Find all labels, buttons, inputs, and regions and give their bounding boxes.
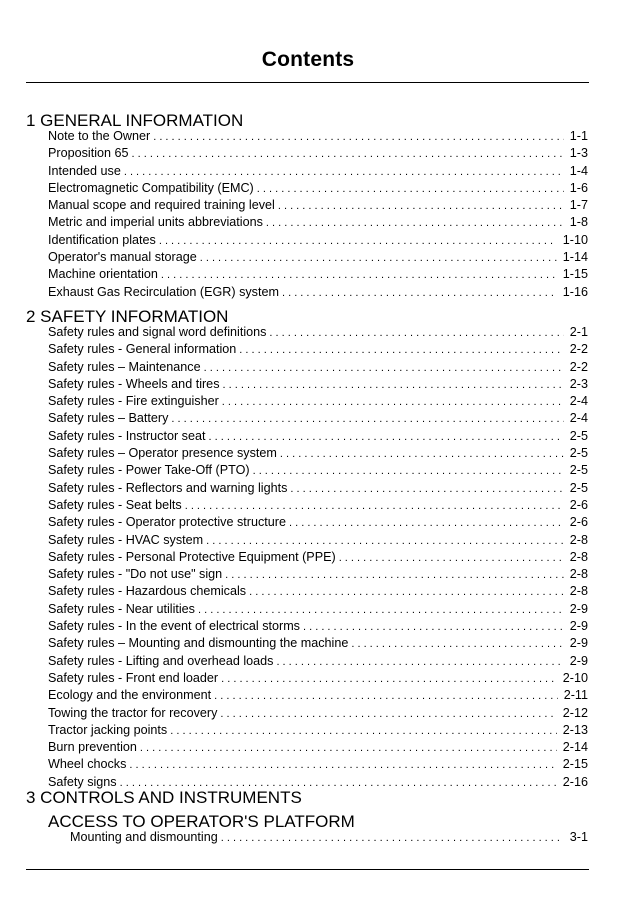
toc-entry-page-number: 1-1	[569, 129, 588, 143]
section-heading-controls-and-instruments: 3 CONTROLS AND INSTRUMENTS	[26, 788, 302, 807]
page-title: Contents	[261, 48, 355, 71]
dot-leader	[206, 533, 564, 549]
toc-list-general-information	[48, 128, 588, 301]
toc-entry[interactable]	[48, 197, 588, 214]
dot-leader	[161, 267, 557, 283]
dot-leader	[198, 602, 564, 618]
dot-leader	[214, 688, 558, 704]
dot-leader	[222, 394, 564, 410]
toc-entry-page-number: 2-5	[569, 446, 588, 461]
toc-entry-page-number: 2-14	[562, 740, 588, 755]
toc-entry-label: Safety rules - Seat belts	[48, 497, 182, 512]
toc-entry-page-number: 2-9	[569, 601, 588, 616]
toc-entry[interactable]	[48, 128, 588, 145]
toc-entry-page-number: 2-9	[569, 653, 588, 668]
dot-leader	[223, 377, 564, 393]
toc-entry-label: Identification plates	[48, 232, 156, 247]
dot-leader	[124, 164, 564, 180]
toc-entry[interactable]	[48, 324, 588, 341]
toc-entry[interactable]	[48, 359, 588, 376]
dot-leader	[351, 636, 563, 652]
toc-entry[interactable]	[70, 829, 588, 846]
toc-entry-label: Operator's manual storage	[48, 250, 197, 265]
toc-entry-page-number: 1-3	[569, 146, 588, 161]
dot-leader	[221, 671, 557, 687]
toc-entry-page-number: 2-9	[569, 636, 588, 651]
toc-entry-label: Safety rules - In the event of electrical storms	[48, 619, 300, 634]
toc-entry-page-number: 2-16	[562, 774, 588, 789]
toc-entry[interactable]	[48, 376, 588, 393]
toc-entry-page-number: 2-6	[569, 515, 588, 530]
toc-entry-label: Safety rules - "Do not use" sign	[48, 567, 223, 582]
toc-entry-label: Wheel chocks	[48, 757, 127, 772]
toc-entry[interactable]	[48, 445, 588, 462]
toc-entry-page-number: 1-6	[569, 180, 588, 195]
toc-entry-label: Towing the tractor for recovery	[48, 705, 218, 720]
toc-entry[interactable]	[48, 249, 588, 266]
toc-entry[interactable]	[48, 687, 588, 704]
dot-leader	[208, 429, 563, 445]
toc-entry-label: Safety rules - General information	[48, 342, 237, 357]
toc-entry[interactable]	[48, 480, 588, 497]
toc-entry-label: Safety rules – Maintenance	[48, 359, 201, 374]
toc-entry-label: Safety rules - Near utilities	[48, 601, 195, 616]
toc-entry[interactable]	[48, 549, 588, 566]
toc-entry[interactable]	[48, 722, 588, 739]
toc-entry[interactable]	[48, 266, 588, 283]
toc-entry-label: Tractor jacking points	[48, 722, 168, 737]
dot-leader	[140, 740, 557, 756]
dot-leader	[153, 129, 564, 145]
dot-leader	[225, 567, 564, 583]
toc-entry-label: Mounting and dismounting	[70, 830, 218, 844]
dot-leader	[185, 498, 564, 514]
toc-entry-page-number: 2-8	[569, 584, 588, 599]
dot-leader	[257, 181, 564, 197]
toc-entry-page-number: 2-12	[562, 705, 588, 720]
toc-entry[interactable]	[48, 618, 588, 635]
toc-entry-label: Safety rules - Front end loader	[48, 670, 219, 685]
toc-entry-label: Safety rules – Battery	[48, 411, 169, 426]
toc-entry-page-number: 1-4	[569, 163, 588, 178]
toc-entry[interactable]	[48, 214, 588, 231]
toc-entry-page-number: 2-6	[569, 497, 588, 512]
toc-entry-label: Safety rules - Reflectors and warning lights	[48, 480, 288, 495]
dot-leader	[269, 325, 563, 341]
toc-entry-page-number: 2-5	[569, 463, 588, 478]
toc-entry[interactable]	[48, 163, 588, 180]
toc-entry-page-number: 1-14	[562, 250, 588, 265]
toc-entry[interactable]	[48, 566, 588, 583]
toc-entry-label: Safety rules – Operator presence system	[48, 446, 277, 461]
toc-entry[interactable]	[48, 635, 588, 652]
toc-entry-label: Note to the Owner	[48, 129, 151, 143]
toc-entry-page-number: 2-5	[569, 428, 588, 443]
dot-leader	[278, 198, 564, 214]
dot-leader	[289, 515, 564, 531]
toc-entry[interactable]	[48, 532, 588, 549]
toc-entry-page-number: 2-11	[563, 688, 588, 703]
toc-entry-label: Burn prevention	[48, 740, 137, 755]
toc-entry-page-number: 2-9	[569, 619, 588, 634]
toc-entry-label: Safety rules and signal word definitions	[48, 325, 267, 339]
section-heading-safety-information: 2 SAFETY INFORMATION	[26, 307, 229, 326]
toc-entry-page-number: 2-5	[569, 480, 588, 495]
toc-entry[interactable]	[48, 428, 588, 445]
dot-leader	[339, 550, 564, 566]
toc-entry-label: Safety rules - Hazardous chemicals	[48, 584, 247, 599]
toc-entry[interactable]	[48, 756, 588, 773]
toc-entry-label: Safety rules - Personal Protective Equipment (PPE)	[48, 549, 336, 564]
toc-entry-label: Safety rules - Lifting and overhead loads	[48, 653, 274, 668]
dot-leader	[200, 250, 557, 266]
dot-leader	[204, 360, 564, 376]
toc-entry-page-number: 2-8	[569, 567, 588, 582]
toc-entry-label: Machine orientation	[48, 267, 158, 282]
toc-entry-page-number: 2-10	[562, 670, 588, 685]
toc-entry-label: Proposition 65	[48, 146, 129, 161]
toc-entry[interactable]	[48, 670, 588, 687]
toc-entry-label: Metric and imperial units abbreviations	[48, 215, 263, 230]
toc-entry-page-number: 2-15	[562, 757, 588, 772]
toc-entry-page-number: 1-16	[562, 284, 588, 299]
dot-leader	[159, 233, 557, 249]
toc-list-controls-and-instruments	[70, 829, 588, 846]
toc-entry[interactable]	[48, 284, 588, 301]
toc-entry-label: Manual scope and required training level	[48, 198, 275, 213]
toc-entry-label: Exhaust Gas Recirculation (EGR) system	[48, 284, 279, 299]
section-heading-general-information: 1 GENERAL INFORMATION	[26, 111, 244, 130]
toc-entry[interactable]	[48, 497, 588, 514]
toc-entry-page-number: 2-1	[569, 325, 588, 339]
dot-leader	[266, 215, 564, 231]
toc-entry-page-number: 2-2	[569, 359, 588, 374]
toc-entry-label: Safety rules - Operator protective structure	[48, 515, 286, 530]
toc-entry-page-number: 2-8	[569, 549, 588, 564]
dot-leader	[221, 830, 564, 846]
dot-leader	[253, 463, 564, 479]
toc-entry-page-number: 2-2	[569, 342, 588, 357]
dot-leader	[170, 723, 557, 739]
toc-entry[interactable]	[48, 180, 588, 197]
dot-leader	[129, 757, 556, 773]
dot-leader	[282, 285, 557, 301]
dot-leader	[280, 446, 564, 462]
footer-divider	[26, 869, 589, 870]
toc-entry[interactable]	[48, 601, 588, 618]
header-divider	[26, 82, 589, 83]
toc-entry-label: Safety rules - Instructor seat	[48, 428, 206, 443]
dot-leader	[290, 481, 563, 497]
toc-entry[interactable]	[48, 145, 588, 162]
toc-entry-label: Safety rules - Wheels and tires	[48, 376, 220, 391]
dot-leader	[132, 146, 564, 162]
toc-entry-page-number: 1-10	[562, 232, 588, 247]
toc-list-safety-information	[48, 324, 588, 791]
toc-entry[interactable]	[48, 739, 588, 756]
toc-entry-label: Safety rules - Power Take-Off (PTO)	[48, 463, 250, 478]
toc-entry[interactable]	[48, 653, 588, 670]
dot-leader	[276, 654, 563, 670]
toc-entry-label: Intended use	[48, 163, 121, 178]
toc-entry-label: Ecology and the environment	[48, 688, 212, 703]
dot-leader	[171, 411, 563, 427]
toc-entry-page-number: 3-1	[569, 830, 588, 844]
toc-entry-page-number: 2-13	[562, 722, 588, 737]
sub-heading-access-to-operators-platform: ACCESS TO OPERATOR'S PLATFORM	[48, 812, 355, 831]
toc-entry-label: Safety rules - HVAC system	[48, 532, 204, 547]
dot-leader	[303, 619, 564, 635]
toc-entry-page-number: 1-7	[569, 198, 588, 213]
toc-entry-page-number: 2-3	[569, 376, 588, 391]
toc-entry[interactable]	[48, 514, 588, 531]
toc-entry[interactable]	[48, 462, 588, 479]
toc-entry-page-number: 2-8	[569, 532, 588, 547]
toc-entry-label: Electromagnetic Compatibility (EMC)	[48, 180, 254, 195]
toc-entry-page-number: 1-8	[569, 215, 588, 230]
toc-entry[interactable]	[48, 583, 588, 600]
toc-entry-label: Safety rules – Mounting and dismounting the machine	[48, 636, 349, 651]
toc-entry[interactable]	[48, 232, 588, 249]
dot-leader	[220, 706, 556, 722]
toc-entry[interactable]	[48, 341, 588, 358]
dot-leader	[239, 342, 564, 358]
toc-entry-page-number: 2-4	[569, 394, 588, 409]
toc-entry[interactable]	[48, 410, 588, 427]
dot-leader	[249, 584, 564, 600]
toc-entry-label: Safety rules - Fire extinguisher	[48, 394, 219, 409]
toc-entry-label: Safety signs	[48, 774, 117, 789]
toc-entry[interactable]	[48, 393, 588, 410]
toc-entry-page-number: 1-15	[562, 267, 588, 282]
toc-entry-page-number: 2-4	[569, 411, 588, 426]
toc-entry[interactable]	[48, 705, 588, 722]
